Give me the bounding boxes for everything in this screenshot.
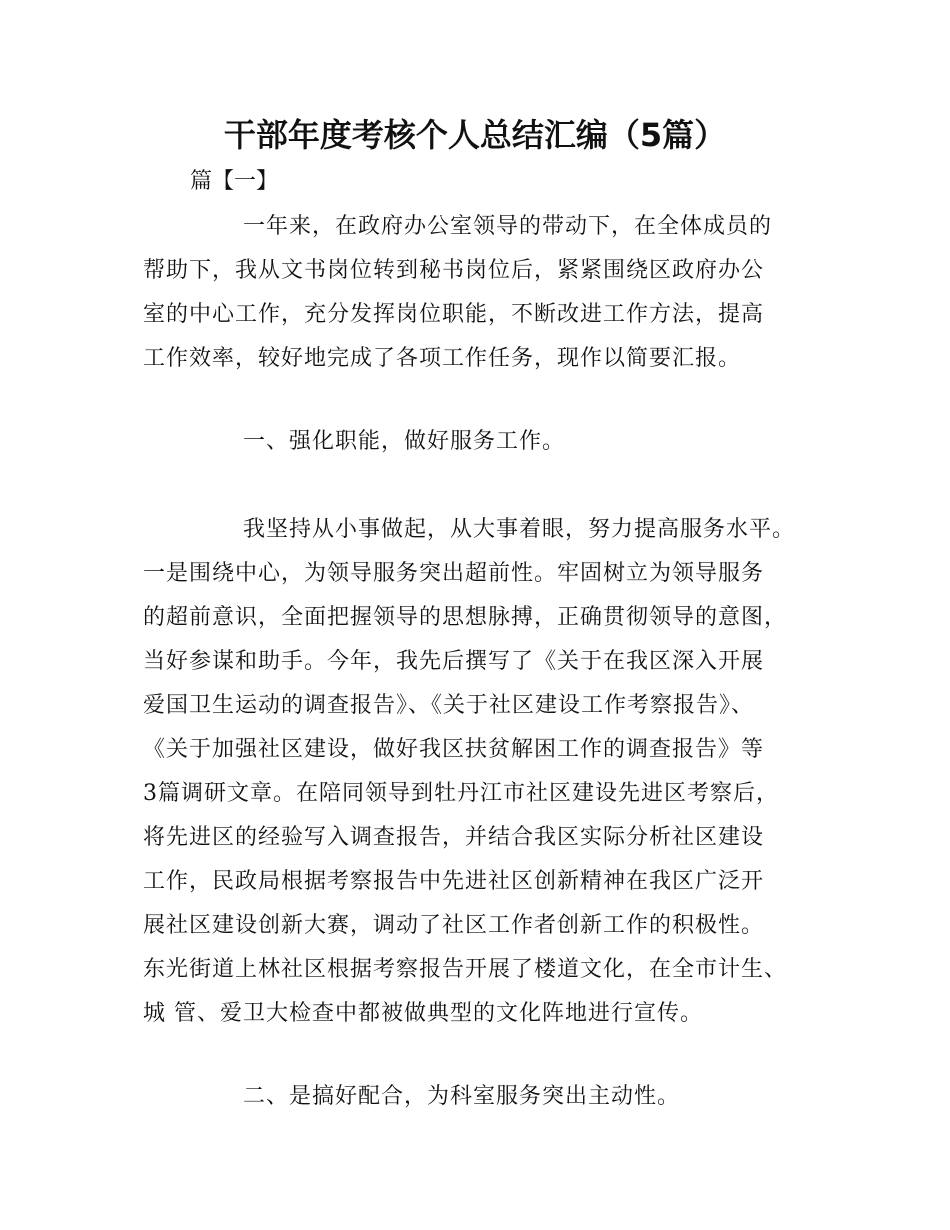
- section-label: 篇【一】: [190, 169, 279, 194]
- paragraph-line: 室的中心工作，充分发挥岗位职能，不断改进工作方法，提高: [143, 302, 765, 327]
- paragraph-line: 一是围绕中心，为领导服务突出超前性。牢固树立为领导服务: [143, 561, 765, 586]
- paragraph-line: 当好参谋和助手。今年，我先后撰写了《关于在我区深入开展: [143, 649, 765, 674]
- paragraph-line: 展社区建设创新大赛，调动了社区工作者创新工作的积极性。: [143, 913, 765, 938]
- heading-line: 一、强化职能，做好服务工作。: [243, 429, 566, 454]
- paragraph-service: [143, 508, 833, 1036]
- paragraph-line: 3篇调研文章。在陪同领导到牡丹江市社区建设先进区考察后，: [143, 781, 779, 806]
- paragraph-line: 将先进区的经验写入调查报告，并结合我区实际分析社区建设: [143, 825, 765, 850]
- section-heading-2: [143, 1075, 833, 1119]
- document-title: 干部年度考核个人总结汇编（5篇）: [223, 116, 727, 154]
- heading-line: 二、是搞好配合，为科室服务突出主动性。: [243, 1084, 681, 1109]
- paragraph-line: 爱国卫生运动的调查报告》、《关于社区建设工作考察报告》、: [143, 693, 755, 718]
- paragraph-line: 《关于加强社区建设，做好我区扶贫解困工作的调查报告》等: [143, 737, 765, 762]
- paragraph-line: 东光街道上林社区根据考察报告开展了楼道文化，在全市计生、: [143, 957, 788, 982]
- paragraph-line: 一年来，在政府办公室领导的带动下，在全体成员的: [243, 214, 773, 239]
- paragraph-line: 我坚持从小事做起，从大事着眼，努力提高服务水平。: [243, 517, 796, 542]
- section-heading-1: [143, 420, 833, 464]
- paragraph-line: 城 管、爱卫大检查中都被做典型的文化阵地进行宣传。: [143, 1001, 703, 1026]
- paragraph-intro: [143, 205, 833, 381]
- paragraph-line: 帮助下，我从文书岗位转到秘书岗位后，紧紧围绕区政府办公: [143, 258, 765, 283]
- paragraph-line: 工作，民政局根据考察报告中先进社区创新精神在我区广泛开: [143, 869, 765, 894]
- paragraph-line: 工作效率，较好地完成了各项工作任务，现作以简要汇报。: [143, 346, 742, 371]
- paragraph-line: 的超前意识，全面把握领导的思想脉搏，正确贯彻领导的意图，: [143, 605, 788, 630]
